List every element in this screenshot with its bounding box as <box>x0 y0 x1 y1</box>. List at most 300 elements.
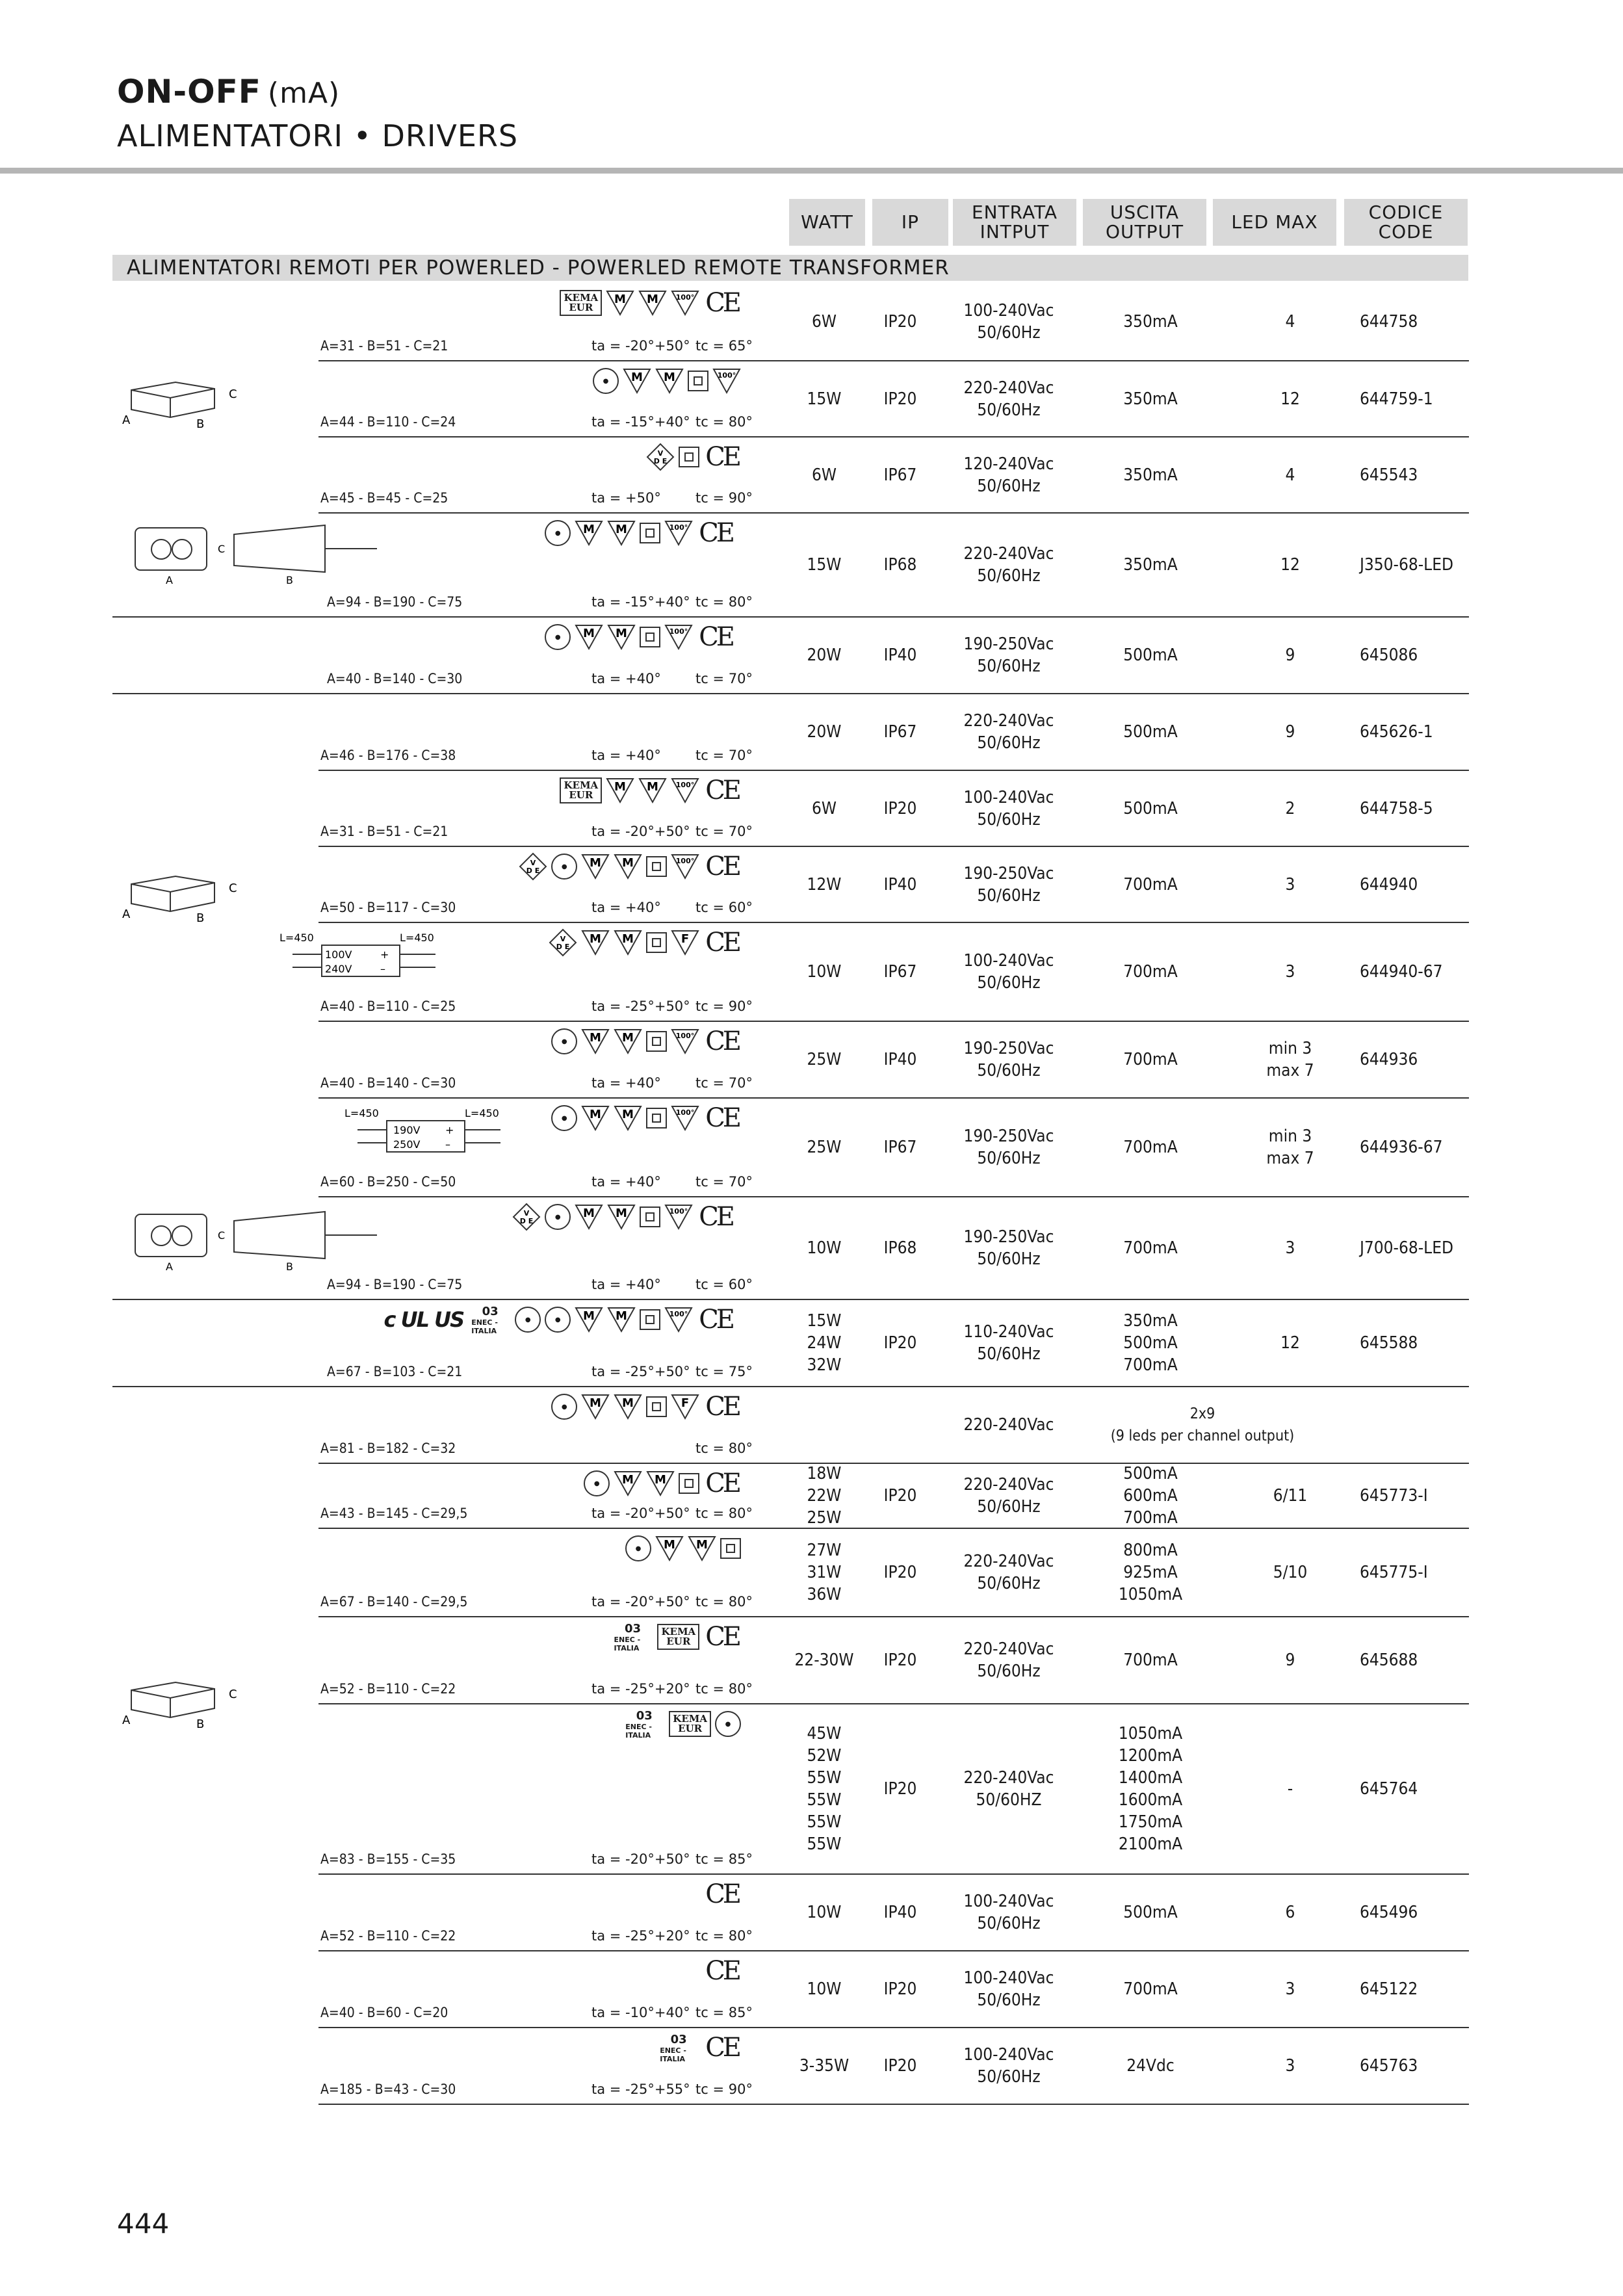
svg-text:D E: D E <box>653 457 668 465</box>
case-temp: tc = 80° <box>695 594 753 610</box>
thermal-protection-icon: ● <box>551 1394 577 1420</box>
certification-marks <box>612 1621 741 1652</box>
ip-rating: IP40 <box>883 646 917 665</box>
svg-text:M: M <box>616 627 628 640</box>
svg-text:B: B <box>286 1260 293 1273</box>
ip-rating: IP67 <box>883 962 917 982</box>
svg-text:M: M <box>664 371 675 384</box>
led-max: 6 <box>1285 1903 1295 1922</box>
thermal-protection-icon: ● <box>593 368 619 394</box>
m-mark-icon <box>614 1104 642 1132</box>
ce-mark-icon: CE <box>703 1958 741 1984</box>
double-insulation-icon <box>640 627 660 647</box>
table-row <box>318 1099 1469 1197</box>
ip-rating: IP40 <box>883 1050 917 1069</box>
svg-text:M: M <box>622 1396 634 1410</box>
led-max: 4 <box>1285 312 1295 332</box>
100-pct-icon <box>671 1104 699 1132</box>
table-row <box>318 1951 1469 2028</box>
output-current: 350mA <box>1123 555 1178 575</box>
col-uscita: USCITA OUTPUT <box>1083 199 1206 246</box>
watt-value: 15W 24W 32W <box>807 1311 842 1375</box>
ambient-temp: ta = +40° <box>591 1277 661 1292</box>
table-row <box>318 1704 1469 1875</box>
100-pct-icon <box>664 519 693 547</box>
ce-mark-icon: CE <box>703 777 741 803</box>
m-mark-icon <box>575 519 603 547</box>
dimensions-label: A=50 - B=117 - C=30 <box>320 900 456 915</box>
svg-text:M: M <box>696 1538 708 1552</box>
input-voltage: 220-240Vac 50/60Hz <box>963 1639 1054 1681</box>
table-row <box>112 618 1469 694</box>
certification-marks <box>551 1102 741 1134</box>
output-current: 500mA 600mA 700mA <box>1123 1464 1178 1528</box>
svg-text:M: M <box>614 293 627 306</box>
watt-value: 15W <box>807 555 842 575</box>
product-code: 644936-67 <box>1360 1138 1443 1157</box>
thermal-protection-icon: ● <box>545 1204 571 1230</box>
svg-text:M: M <box>583 627 595 640</box>
dimensions-label: A=67 - B=103 - C=21 <box>327 1364 463 1379</box>
ambient-temp: ta = +50° <box>591 490 661 506</box>
table-row <box>318 1875 1469 1951</box>
vde-mark-icon <box>646 443 675 471</box>
ambient-temp: ta = +40° <box>591 748 661 763</box>
table-row <box>112 1300 1469 1387</box>
100-pct-icon <box>712 367 741 395</box>
thermal-protection-icon: ● <box>545 1307 571 1333</box>
product-code: 645496 <box>1360 1903 1418 1922</box>
svg-text:V: V <box>523 1209 530 1218</box>
table-row <box>318 1529 1469 1617</box>
dimensions-label: A=60 - B=250 - C=50 <box>320 1174 456 1190</box>
case-temp: tc = 80° <box>695 1681 753 1697</box>
m-mark-icon <box>606 776 634 805</box>
ce-mark-icon: CE <box>703 1105 741 1131</box>
product-code: 645688 <box>1360 1650 1418 1670</box>
svg-text:M: M <box>622 1108 634 1121</box>
svg-text:M: M <box>664 1538 675 1552</box>
input-voltage: 220-240Vac 50/60Hz <box>963 378 1054 420</box>
box-drawing-3 <box>117 1671 247 1736</box>
led-max: min 3 max 7 <box>1266 1039 1314 1080</box>
thermal-protection-icon: ● <box>551 854 577 880</box>
svg-text:C: C <box>229 1688 237 1701</box>
svg-text:M: M <box>622 1473 634 1487</box>
input-voltage: 120-240Vac 50/60Hz <box>963 454 1054 496</box>
ce-mark-icon: CE <box>703 1394 741 1420</box>
m-mark-icon <box>655 1534 684 1563</box>
svg-text:M: M <box>616 523 628 536</box>
svg-text:100°: 100° <box>669 627 688 636</box>
certification-marks <box>545 517 734 549</box>
output-current: 700mA <box>1123 1138 1178 1157</box>
col-ip: IP <box>872 199 948 246</box>
case-temp: tc = 80° <box>695 414 753 430</box>
table-row <box>318 361 1469 437</box>
m-mark-icon <box>575 623 603 651</box>
ambient-temp: ta = -10°+40° <box>591 2005 690 2020</box>
output-current: 500mA <box>1123 722 1178 742</box>
ce-mark-icon: CE <box>703 930 741 956</box>
output-current: 700mA <box>1123 1979 1178 1999</box>
dimensions-label: A=81 - B=182 - C=32 <box>320 1441 456 1456</box>
led-max: 3 <box>1285 874 1295 894</box>
watt-value: 12W <box>807 874 842 894</box>
svg-text:M: M <box>622 1031 634 1045</box>
100-pct-icon <box>664 1305 693 1334</box>
ambient-temp: ta = -15°+40° <box>591 594 690 610</box>
watt-value: 20W <box>807 646 842 665</box>
svg-text:M: M <box>590 1108 602 1121</box>
svg-text:M: M <box>631 371 643 384</box>
svg-text:100°: 100° <box>675 781 695 789</box>
svg-text:240V: 240V <box>325 963 352 975</box>
ip-rating: IP20 <box>883 1650 917 1670</box>
double-insulation-icon <box>646 932 667 953</box>
watt-value: 6W <box>811 312 837 332</box>
ce-mark-icon: CE <box>703 290 741 316</box>
case-temp: tc = 80° <box>695 1506 753 1521</box>
svg-text:100°: 100° <box>669 523 688 532</box>
input-voltage: 190-250Vac 50/60Hz <box>963 863 1054 906</box>
case-temp: tc = 70° <box>695 1075 753 1091</box>
case-temp: tc = 60° <box>695 1277 753 1292</box>
svg-text:L=450: L=450 <box>344 1107 379 1119</box>
double-insulation-icon <box>646 1031 667 1052</box>
product-code: J700-68-LED <box>1360 1238 1453 1258</box>
case-temp: tc = 70° <box>695 748 753 763</box>
certification-marks <box>625 1533 741 1564</box>
svg-text:A: A <box>122 1714 131 1727</box>
certification-marks <box>512 1201 734 1233</box>
ip-rating: IP68 <box>883 1238 917 1258</box>
certification-marks <box>545 621 734 653</box>
product-code: 645773-I <box>1360 1486 1428 1506</box>
dimensions-label: A=52 - B=110 - C=22 <box>320 1681 456 1697</box>
keur-mark-icon: KEMA EUR <box>560 290 602 316</box>
page-subtitle: ALIMENTATORI • DRIVERS <box>117 118 519 153</box>
m-mark-icon <box>614 1027 642 1056</box>
m-mark-icon <box>614 852 642 881</box>
input-voltage: 190-250Vac 50/60Hz <box>963 1227 1054 1269</box>
led-max: 2 <box>1285 798 1295 818</box>
certification-marks <box>646 441 741 473</box>
ip-rating: IP20 <box>883 1486 917 1506</box>
svg-text:–: – <box>445 1138 450 1151</box>
svg-text:+: + <box>380 948 389 961</box>
svg-text:M: M <box>647 293 659 306</box>
svg-text:–: – <box>380 963 385 975</box>
certification-marks <box>560 287 741 319</box>
svg-text:B: B <box>196 911 205 925</box>
svg-text:L=450: L=450 <box>465 1107 499 1119</box>
output-current: 1050mA 1200mA 1400mA 1600mA 1750mA 2100mA <box>1118 1724 1183 1854</box>
thermal-protection-icon: ● <box>625 1535 651 1561</box>
ip-rating: IP67 <box>883 465 917 485</box>
m-mark-icon <box>688 1534 716 1563</box>
led-max: 3 <box>1285 1238 1295 1258</box>
product-code: 645764 <box>1360 1779 1418 1799</box>
input-voltage: 100-240Vac 50/60Hz <box>963 787 1054 829</box>
m-mark-icon <box>575 1305 603 1334</box>
svg-text:M: M <box>583 523 595 536</box>
enec-mark-icon: 03 ENEC - ITALIA <box>658 2035 699 2061</box>
input-voltage: 220-240Vac 50/60Hz <box>963 1552 1054 1593</box>
page-title: ON-OFF (mA) <box>117 73 341 111</box>
case-temp: tc = 70° <box>695 671 753 686</box>
thermal-protection-icon: ● <box>545 624 571 650</box>
product-code: 644759-1 <box>1360 389 1433 409</box>
dimensions-label: A=52 - B=110 - C=22 <box>320 1928 456 1944</box>
dimensions-label: A=185 - B=43 - C=30 <box>320 2081 456 2097</box>
f-mark-icon <box>671 1392 699 1421</box>
product-code: 644940-67 <box>1360 962 1443 982</box>
led-max: 12 <box>1280 1333 1300 1353</box>
ce-mark-icon: CE <box>703 2035 741 2061</box>
m-mark-icon <box>581 1104 610 1132</box>
dimensions-label: A=31 - B=51 - C=21 <box>320 824 448 839</box>
svg-text:M: M <box>583 1309 595 1323</box>
dimensions-label: A=40 - B=140 - C=30 <box>320 1075 456 1091</box>
dimensions-label: A=45 - B=45 - C=25 <box>320 490 448 506</box>
svg-text:100°: 100° <box>717 371 736 380</box>
vde-mark-icon <box>512 1203 541 1231</box>
svg-text:100°: 100° <box>669 1310 688 1318</box>
box-drawing-2 <box>117 865 247 930</box>
input-voltage: 100-240Vac 50/60Hz <box>963 1968 1054 2010</box>
page-number: 444 <box>117 2208 170 2239</box>
output-current: 24Vdc <box>1126 2056 1175 2076</box>
watt-value: 20W <box>807 722 842 742</box>
svg-text:M: M <box>616 1309 628 1323</box>
m-mark-icon <box>607 1203 636 1231</box>
input-voltage: 190-250Vac 50/60Hz <box>963 1039 1054 1080</box>
watt-value: 10W <box>807 1238 842 1258</box>
led-max: 3 <box>1285 2056 1295 2076</box>
certification-marks <box>584 1468 741 1499</box>
watt-value: 6W <box>811 465 837 485</box>
vde-mark-icon <box>549 928 577 957</box>
led-max: 9 <box>1285 646 1295 665</box>
m-mark-icon <box>638 289 667 317</box>
m-mark-icon <box>581 1027 610 1056</box>
svg-text:V: V <box>657 449 664 458</box>
ip-rating: IP20 <box>883 2056 917 2076</box>
watt-value: 27W 31W 36W <box>807 1541 842 1604</box>
dimensions-label: A=67 - B=140 - C=29,5 <box>320 1594 468 1610</box>
m-mark-icon <box>614 928 642 957</box>
table-row <box>112 514 1469 618</box>
m-mark-icon <box>614 1392 642 1421</box>
dimensions-label: A=40 - B=110 - C=25 <box>320 998 456 1014</box>
enec-mark-icon: 03 ENEC - ITALIA <box>469 1307 511 1333</box>
input-voltage: 190-250Vac 50/60Hz <box>963 1127 1054 1168</box>
ambient-temp: ta = -25°+20° <box>591 1928 690 1944</box>
table-row <box>318 437 1469 514</box>
input-voltage: 100-240Vac 50/60Hz <box>963 301 1054 343</box>
double-insulation-icon <box>640 1207 660 1227</box>
svg-text:M: M <box>622 856 634 870</box>
svg-text:M: M <box>590 856 602 870</box>
table-row <box>318 283 1469 361</box>
double-insulation-icon <box>640 523 660 543</box>
svg-text:D E: D E <box>519 1217 534 1225</box>
input-voltage: 100-240Vac 50/60Hz <box>963 2045 1054 2087</box>
thermal-protection-icon: ● <box>584 1470 610 1496</box>
svg-text:F: F <box>681 932 690 946</box>
case-temp: tc = 70° <box>695 1174 753 1190</box>
svg-text:M: M <box>622 932 634 946</box>
svg-text:A: A <box>122 413 131 427</box>
case-temp: tc = 90° <box>695 490 753 506</box>
svg-text:M: M <box>590 1396 602 1410</box>
ip-rating: IP40 <box>883 1903 917 1922</box>
led-max: 9 <box>1285 1650 1295 1670</box>
ambient-temp: ta = -25°+50° <box>591 1364 690 1379</box>
ambient-temp: ta = -20°+50° <box>591 824 690 839</box>
svg-text:C: C <box>229 387 237 401</box>
case-temp: tc = 70° <box>695 824 753 839</box>
m-mark-icon <box>575 1203 603 1231</box>
certification-marks <box>623 1708 741 1740</box>
ip-rating: IP20 <box>883 1779 917 1799</box>
product-code: 645122 <box>1360 1979 1418 1999</box>
double-insulation-icon <box>679 1473 699 1494</box>
product-code: 644936 <box>1360 1050 1418 1069</box>
case-temp: tc = 60° <box>695 900 753 915</box>
input-voltage: 190-250Vac 50/60Hz <box>963 634 1054 676</box>
watt-value: 18W 22W 25W <box>807 1464 842 1528</box>
m-mark-icon <box>614 1469 642 1498</box>
ce-mark-icon: CE <box>703 1624 741 1650</box>
ce-mark-icon: CE <box>697 624 734 650</box>
thermal-protection-icon: ● <box>551 1028 577 1054</box>
certification-marks <box>382 1304 734 1335</box>
ce-mark-icon: CE <box>697 520 734 546</box>
input-voltage: 220-240Vac 50/60Hz <box>963 1475 1054 1517</box>
led-max: min 3 max 7 <box>1266 1127 1314 1168</box>
led-max: 5/10 <box>1273 1563 1308 1582</box>
led-max: 3 <box>1285 962 1295 982</box>
svg-text:C: C <box>218 1229 226 1242</box>
certification-marks <box>593 365 741 397</box>
ambient-temp: ta = +40° <box>591 671 661 686</box>
dimensions-label: A=40 - B=60 - C=20 <box>320 2005 448 2020</box>
svg-text:M: M <box>655 1473 667 1487</box>
100-pct-icon <box>671 1027 699 1056</box>
ambient-temp: ta = -15°+40° <box>591 414 690 430</box>
col-entrata: ENTRATA INTPUT <box>953 199 1076 246</box>
header-divider <box>0 168 1623 174</box>
ce-mark-icon: CE <box>697 1307 734 1333</box>
svg-text:D E: D E <box>526 867 540 875</box>
svg-text:M: M <box>614 780 627 794</box>
product-code: 645763 <box>1360 2056 1418 2076</box>
svg-text:100°: 100° <box>669 1207 688 1216</box>
svg-text:C: C <box>229 881 237 895</box>
svg-text:100°: 100° <box>675 1108 695 1117</box>
svg-text:M: M <box>647 780 659 794</box>
watt-value: 3-35W <box>799 2056 850 2076</box>
ip-rating: IP20 <box>883 312 917 332</box>
table-row <box>318 1387 1469 1464</box>
case-temp: tc = 65° <box>695 338 753 354</box>
double-insulation-icon <box>646 1396 667 1417</box>
output-current: 500mA <box>1123 646 1178 665</box>
product-code: 644758 <box>1360 312 1418 332</box>
table-row <box>318 694 1469 771</box>
f-mark-icon <box>671 928 699 957</box>
svg-text:100°: 100° <box>675 1032 695 1040</box>
svg-text:F: F <box>681 1396 690 1410</box>
svg-text:V: V <box>560 935 566 943</box>
input-voltage: 100-240Vac 50/60Hz <box>963 1892 1054 1933</box>
output-current: 350mA <box>1123 465 1178 485</box>
table-row <box>318 847 1469 923</box>
case-temp: tc = 80° <box>695 1928 753 1944</box>
m-mark-icon <box>607 1305 636 1334</box>
product-code: 645543 <box>1360 465 1418 485</box>
svg-text:M: M <box>590 1031 602 1045</box>
case-temp: tc = 80° <box>695 1441 753 1456</box>
m-mark-icon <box>581 1392 610 1421</box>
output-current: 800mA 925mA 1050mA <box>1118 1541 1183 1604</box>
ambient-temp: ta = +40° <box>591 900 661 915</box>
led-max: 2x9 (9 leds per channel output) <box>1110 1405 1295 1444</box>
svg-text:L=450: L=450 <box>400 932 434 944</box>
ip-rating: IP20 <box>883 1979 917 1999</box>
output-current: 350mA <box>1123 389 1178 409</box>
watt-value: 10W <box>807 962 842 982</box>
watt-value: 25W <box>807 1050 842 1069</box>
input-voltage: 220-240Vac <box>963 1415 1054 1435</box>
svg-text:B: B <box>196 417 205 431</box>
ce-mark-icon: CE <box>697 1204 734 1230</box>
watt-value: 22-30W <box>794 1650 854 1670</box>
m-mark-icon <box>638 776 667 805</box>
product-code: 645775-I <box>1360 1563 1428 1582</box>
thermal-protection-icon: ● <box>715 1711 741 1737</box>
box-drawing-1 <box>117 371 247 436</box>
svg-text:100°: 100° <box>675 857 695 865</box>
m-mark-icon <box>655 367 684 395</box>
col-ledmax: LED MAX <box>1213 199 1336 246</box>
certification-marks <box>658 2032 741 2063</box>
col-code: CODICE CODE <box>1344 199 1468 246</box>
100-pct-icon <box>671 776 699 805</box>
ambient-temp: ta = +40° <box>591 1174 661 1190</box>
ce-mark-icon: CE <box>703 444 741 470</box>
case-temp: tc = 90° <box>695 998 753 1014</box>
led-max: 3 <box>1285 1979 1295 1999</box>
table-row <box>318 2028 1469 2105</box>
output-current: 350mA 500mA 700mA <box>1123 1311 1178 1375</box>
watt-value: 25W <box>807 1138 842 1157</box>
m-mark-icon <box>646 1469 675 1498</box>
ambient-temp: ta = -20°+50° <box>591 1594 690 1610</box>
enec-mark-icon: 03 ENEC - ITALIA <box>612 1624 653 1650</box>
product-code: 644758-5 <box>1360 798 1433 818</box>
m-mark-icon <box>581 928 610 957</box>
certification-marks <box>560 775 741 806</box>
keur-mark-icon: KEMA EUR <box>560 777 602 803</box>
product-code: 645588 <box>1360 1333 1418 1353</box>
watt-value: 10W <box>807 1979 842 1999</box>
case-temp: tc = 80° <box>695 1594 753 1610</box>
ip-rating: IP40 <box>883 874 917 894</box>
table-row <box>318 923 1469 1022</box>
